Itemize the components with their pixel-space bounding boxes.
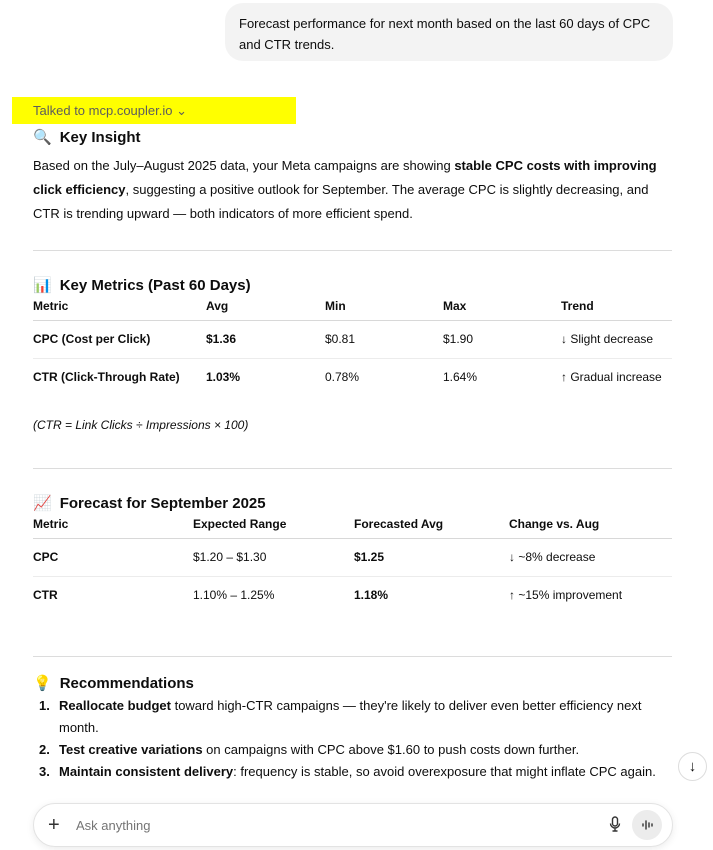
col-header: Change vs. Aug bbox=[509, 514, 672, 538]
magnifier-icon: 🔍 bbox=[33, 129, 52, 146]
list-item bbox=[33, 761, 673, 783]
cell: ↓ ~8% decrease bbox=[509, 538, 672, 576]
tool-call-toggle[interactable] bbox=[12, 97, 296, 124]
divider bbox=[33, 250, 672, 251]
list-item bbox=[33, 739, 673, 761]
recommendations-list bbox=[33, 695, 673, 783]
divider bbox=[33, 656, 672, 657]
divider bbox=[33, 468, 672, 469]
tool-call-label: Talked to mcp.coupler.io bbox=[33, 103, 173, 118]
cell: CTR bbox=[33, 588, 58, 603]
plus-icon[interactable]: + bbox=[48, 813, 60, 836]
bar-chart-icon: 📊 bbox=[33, 277, 52, 294]
forecast-section bbox=[33, 494, 672, 614]
scroll-down-button[interactable] bbox=[678, 752, 707, 781]
table-row bbox=[33, 320, 672, 358]
cell: $1.90 bbox=[443, 320, 561, 358]
cell: ↑ Gradual increase bbox=[561, 370, 662, 385]
col-header: Forecasted Avg bbox=[354, 514, 509, 538]
col-header: Expected Range bbox=[193, 514, 354, 538]
section-title: Key Metrics (Past 60 Days) bbox=[59, 276, 251, 294]
chevron-down-icon: ⌄ bbox=[176, 103, 187, 118]
bold-text: Test creative variations bbox=[59, 742, 203, 757]
col-header: Max bbox=[443, 296, 561, 320]
text: : frequency is stable, so avoid overexposure that might inflate CPC again. bbox=[233, 764, 656, 779]
cell: CPC bbox=[33, 538, 193, 576]
cell: $1.36 bbox=[206, 320, 325, 358]
cell: ↑ ~15% improvement bbox=[509, 588, 623, 603]
cell: $1.20 – $1.30 bbox=[193, 538, 354, 576]
table-row bbox=[33, 576, 672, 614]
metrics-section bbox=[33, 276, 672, 432]
col-header: Avg bbox=[206, 296, 325, 320]
item-number: 3. bbox=[39, 764, 50, 779]
cell: CPC (Cost per Click) bbox=[33, 320, 206, 358]
cell: 1.10% – 1.25% bbox=[193, 588, 275, 603]
col-header: Trend bbox=[561, 296, 672, 320]
arrow-down-icon: ↓ bbox=[688, 758, 697, 775]
item-number: 2. bbox=[39, 742, 50, 757]
insight-paragraph bbox=[33, 154, 673, 226]
cell: 0.78% bbox=[325, 370, 360, 385]
section-title: Key Insight bbox=[59, 128, 141, 146]
item-number: 1. bbox=[39, 698, 50, 713]
voice-mode-button[interactable] bbox=[632, 810, 662, 840]
bold-text: stable CPC costs with improving click efficiency bbox=[33, 158, 657, 197]
key-insight-section bbox=[33, 128, 673, 226]
recommendations-section bbox=[33, 674, 673, 783]
cell: 1.64% bbox=[443, 370, 478, 385]
text: , suggesting a positive outlook for September. The average CPC is slightly decreasing, and CTR is trending upward — both indicators of more efficient spend. bbox=[33, 182, 649, 221]
cell: 1.18% bbox=[354, 588, 389, 603]
cell: CTR (Click-Through Rate) bbox=[33, 370, 180, 385]
user-message: Forecast performance for next month based on the last 60 days of CPC and CTR trends. bbox=[225, 3, 673, 61]
list-item bbox=[33, 695, 673, 739]
waveform-icon bbox=[641, 819, 653, 831]
col-header: Min bbox=[325, 296, 443, 320]
bold-text: Reallocate budget bbox=[59, 698, 171, 713]
cell: ↓ Slight decrease bbox=[561, 320, 672, 358]
line-chart-icon: 📈 bbox=[33, 495, 52, 512]
col-header: Metric bbox=[33, 514, 193, 538]
microphone-icon[interactable] bbox=[598, 816, 632, 835]
ctr-note: (CTR = Link Clicks ÷ Impressions × 100) bbox=[33, 418, 249, 432]
col-header: Metric bbox=[33, 296, 206, 320]
metrics-table bbox=[33, 296, 672, 396]
text: toward high-CTR campaigns — they're likely to deliver even better efficiency next month. bbox=[59, 698, 642, 735]
cell: $1.25 bbox=[354, 538, 509, 576]
table-row bbox=[33, 538, 672, 576]
composer bbox=[33, 803, 673, 847]
forecast-table bbox=[33, 514, 672, 614]
section-title: Recommendations bbox=[59, 674, 194, 692]
cell: 1.03% bbox=[206, 370, 241, 385]
section-title: Forecast for September 2025 bbox=[59, 494, 266, 512]
ask-input[interactable] bbox=[76, 818, 598, 833]
text: Based on the July–August 2025 data, your Meta campaigns are showing bbox=[33, 158, 455, 173]
lightbulb-icon: 💡 bbox=[33, 675, 52, 692]
table-row bbox=[33, 358, 672, 396]
cell: $0.81 bbox=[325, 320, 443, 358]
text: on campaigns with CPC above $1.60 to push costs down further. bbox=[202, 742, 580, 757]
bold-text: Maintain consistent delivery bbox=[59, 764, 234, 779]
